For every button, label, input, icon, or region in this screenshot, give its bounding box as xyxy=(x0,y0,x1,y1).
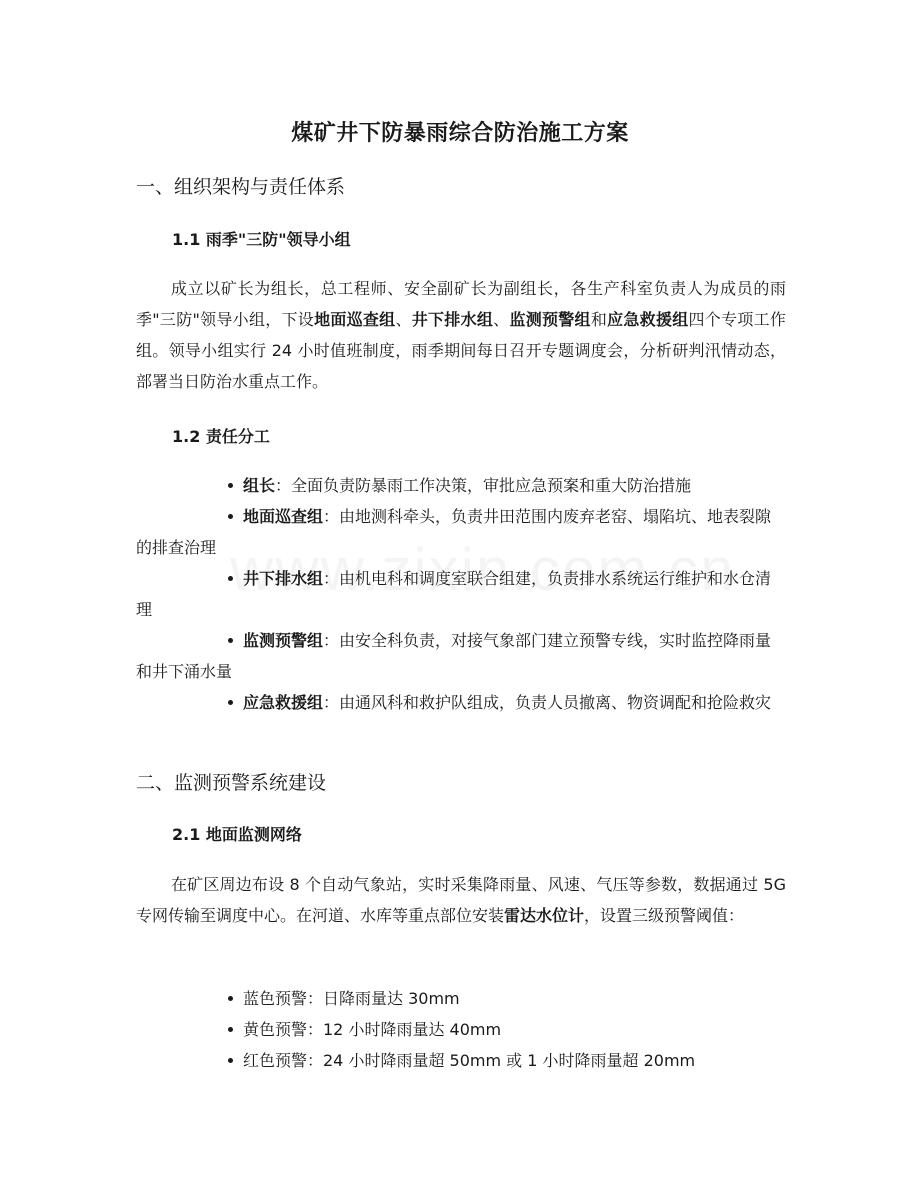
section-2-heading: 二、监测预警系统建设 xyxy=(136,772,327,794)
warning-level-list xyxy=(136,983,786,1076)
subsection-1-2-heading: 1.2 责任分工 xyxy=(172,427,270,446)
bullet-icon xyxy=(228,638,233,643)
list-item: 地面巡查组：由地测科牵头，负责井田范围内废弃老窑、塌陷坑、地表裂隙的排查治理 xyxy=(136,507,772,557)
document-title: 煤矿井下防暴雨综合防治施工方案 xyxy=(291,121,629,146)
subsection-1-1-paragraph: 成立以矿长为组长，总工程师、安全副矿长为副组长，各生产科室负责人为成员的雨季"三防"领导小组，下设地面巡查组、井下排水组、监测预警组和应急救援组四个专项工作组。领导小组实行 24 小时值班制度，雨季期间每日召开专题调度会，分析研判汛情动态，部署当日防治水重点工作。 xyxy=(136,279,786,391)
list-item: 监测预警组：由安全科负责，对接气象部门建立预警专线，实时监控降雨量和井下涌水量 xyxy=(136,631,772,681)
subsection-2-1-paragraph: 在矿区周边布设 8 个自动气象站，实时采集降雨量、风速、气压等参数，数据通过 5G 专网传输至调度中心。在河道、水库等重点部位安装雷达水位计，设置三级预警阈值： xyxy=(136,875,786,925)
list-item: 井下排水组：由机电科和调度室联合组建，负责排水系统运行维护和水仓清理 xyxy=(136,569,772,619)
list-item: 红色预警：24 小时降雨量超 50mm 或 1 小时降雨量超 20mm xyxy=(136,1045,786,1076)
subsection-2-1-heading: 2.1 地面监测网络 xyxy=(172,825,302,844)
list-item: 蓝色预警：日降雨量达 30mm xyxy=(136,983,786,1014)
bullet-icon xyxy=(228,1027,233,1032)
list-item: 组长：全面负责防暴雨工作决策，审批应急预案和重大防治措施 xyxy=(136,470,786,501)
bullet-icon xyxy=(228,483,233,488)
section-1-heading: 一、组织架构与责任体系 xyxy=(136,176,346,198)
bullet-icon xyxy=(228,996,233,1001)
responsibility-list xyxy=(136,470,786,718)
bullet-icon xyxy=(228,1058,233,1063)
bullet-icon xyxy=(228,700,233,705)
list-item: 应急救援组：由通风科和救护队组成，负责人员撤离、物资调配和抢险救灾 xyxy=(136,687,786,718)
bullet-icon xyxy=(228,514,233,519)
subsection-1-1-heading: 1.1 雨季"三防"领导小组 xyxy=(172,230,351,249)
list-item: 黄色预警：12 小时降雨量达 40mm xyxy=(136,1014,786,1045)
bullet-icon xyxy=(228,576,233,581)
